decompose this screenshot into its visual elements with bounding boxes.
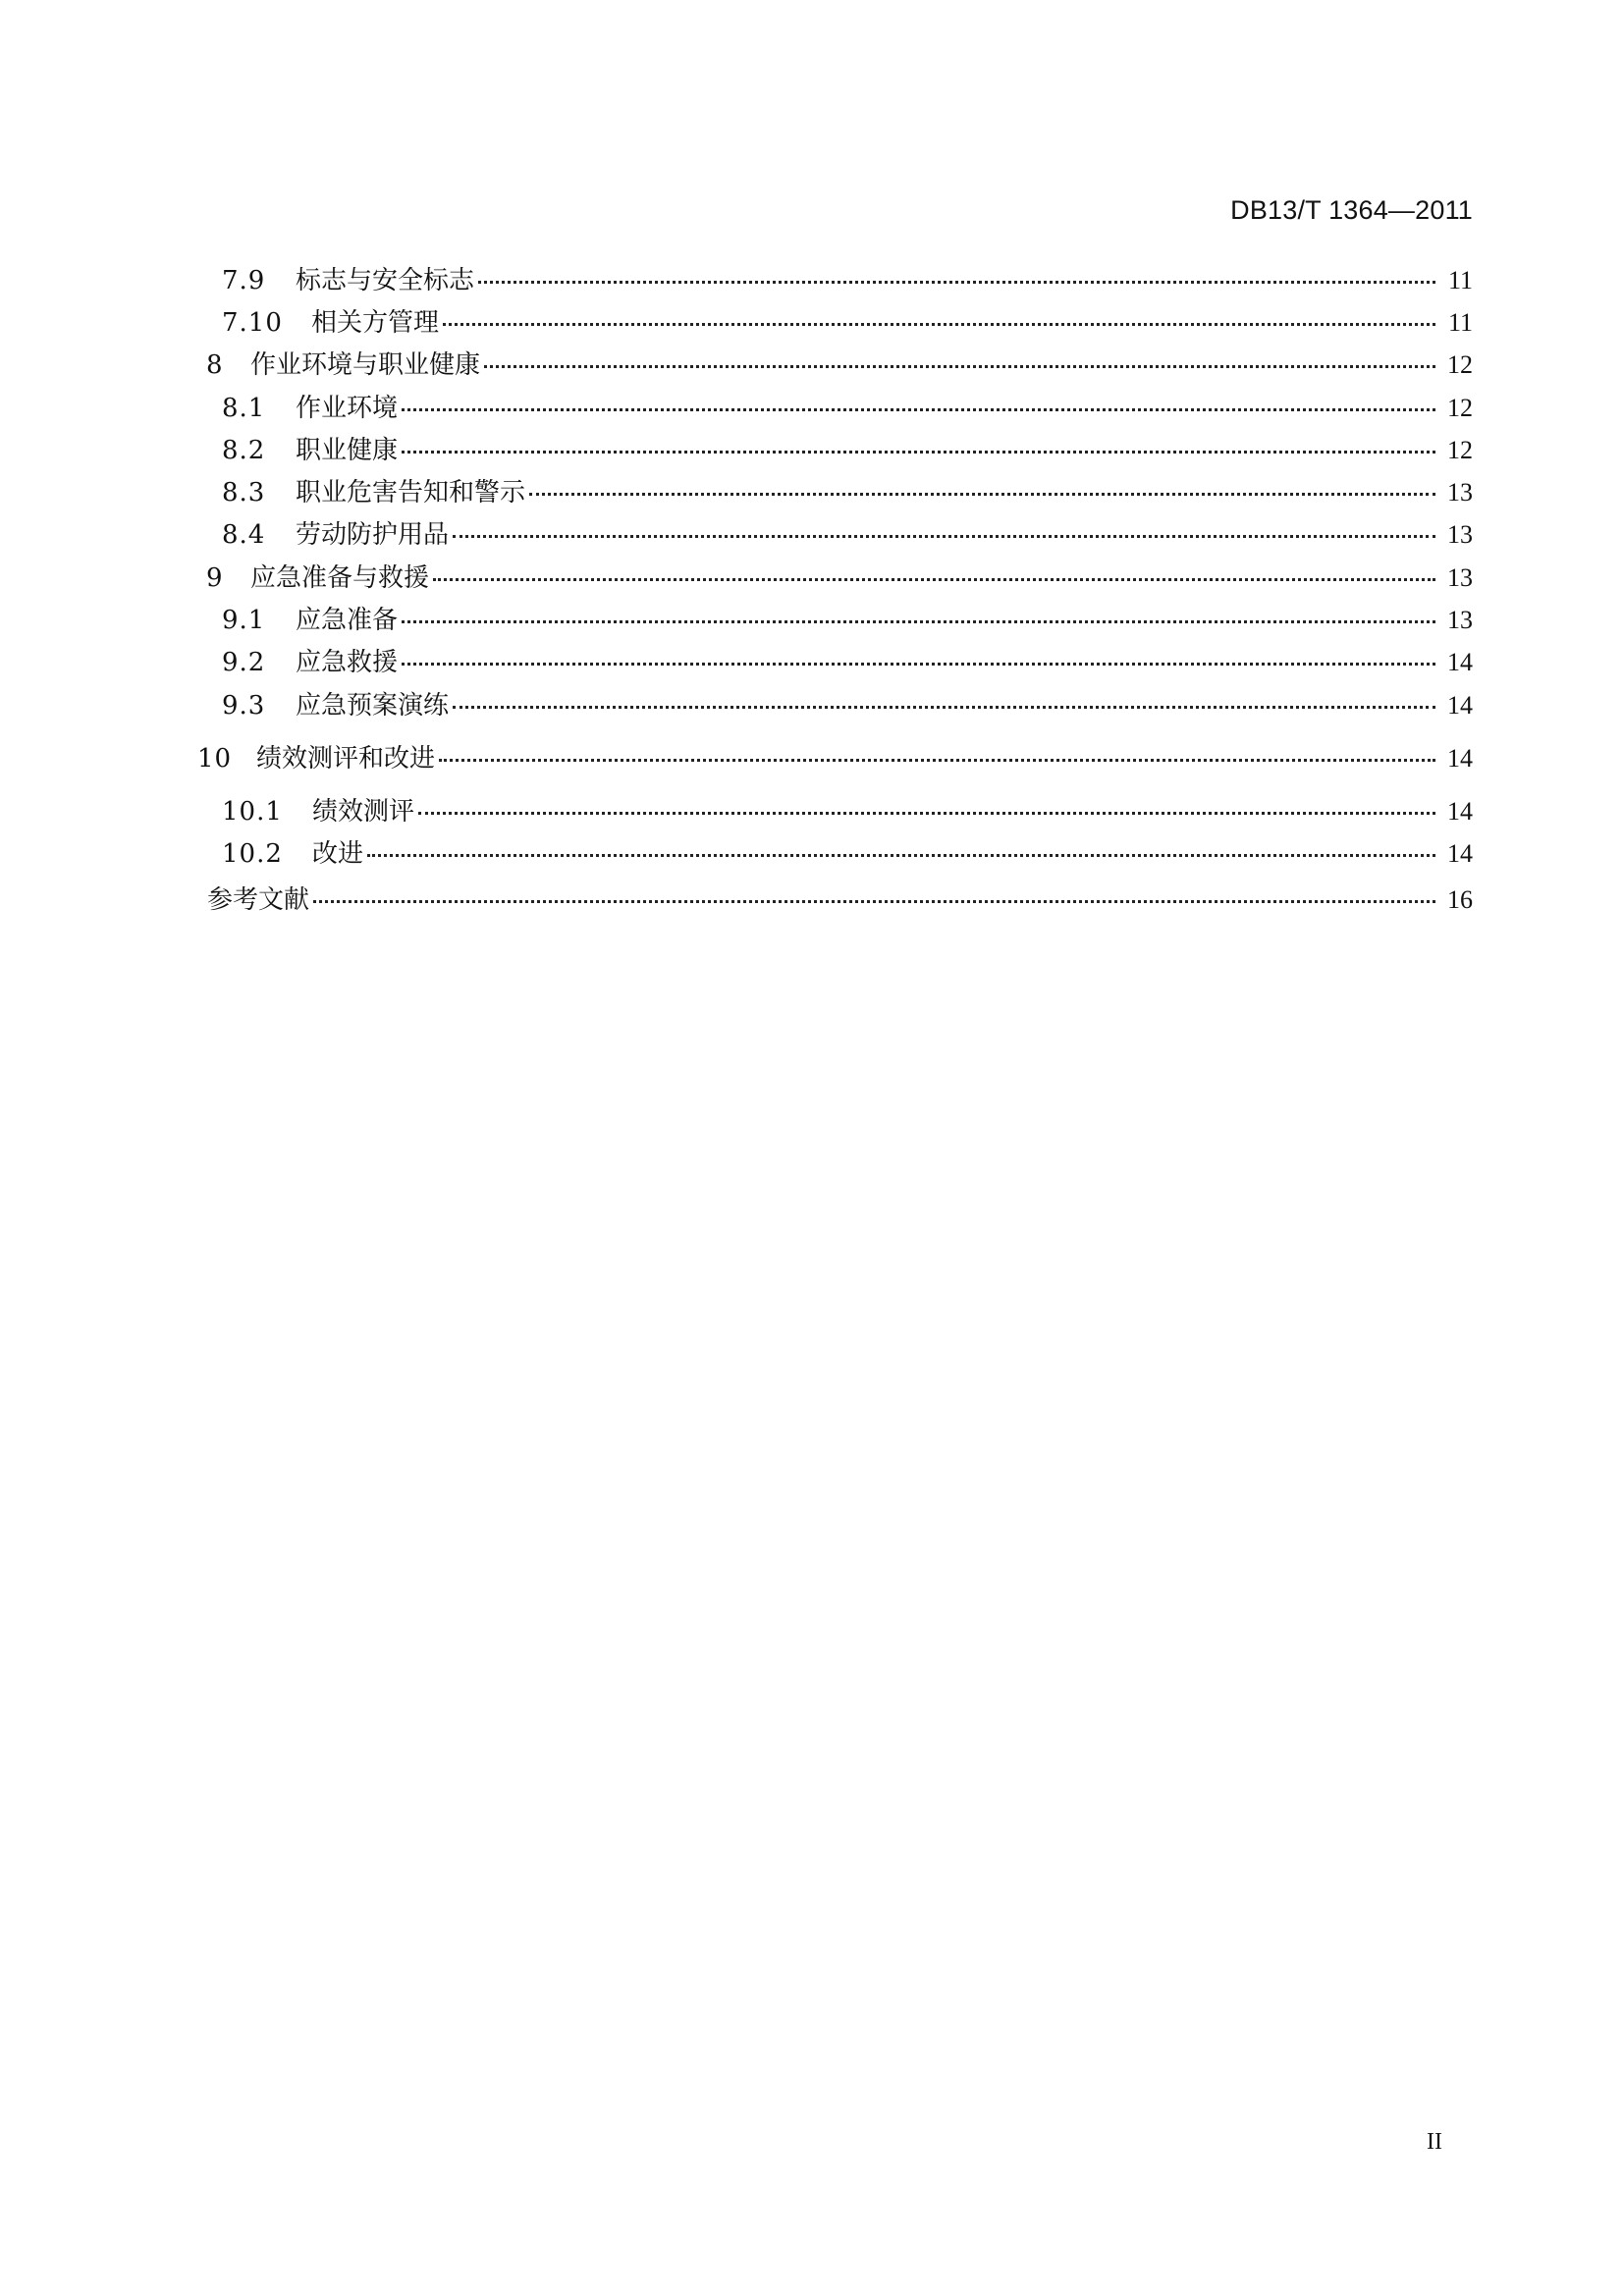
toc-entry-number: 7.9 (222, 266, 266, 295)
document-code: DB13/T 1364—2011 (1230, 195, 1473, 225)
toc-entry-title: 劳动防护用品 (296, 520, 450, 550)
toc-leader-dots (402, 404, 1435, 411)
toc-entry-10-1[interactable] (222, 792, 1473, 831)
toc-entry-number: 9.3 (222, 691, 266, 721)
toc-entry-page: 11 (1447, 308, 1473, 337)
toc-entry-number: 10.1 (222, 797, 283, 827)
toc-entry-page: 12 (1447, 436, 1473, 464)
toc-entry-title: 标志与安全标志 (296, 266, 475, 295)
toc-entry-page: 14 (1447, 744, 1473, 773)
toc-entry-title: 职业危害告知和警示 (296, 478, 526, 507)
toc-leader-dots (478, 277, 1435, 284)
toc-entry-number: 8.2 (222, 436, 266, 465)
toc-leader-dots (367, 850, 1435, 857)
toc-entry-8-4[interactable] (222, 515, 1473, 555)
toc-entry-references[interactable] (207, 881, 1473, 920)
toc-entry-page: 12 (1447, 350, 1473, 379)
toc-leader-dots (443, 319, 1435, 326)
toc-entry-page: 13 (1447, 606, 1473, 634)
toc-entry-8-2[interactable] (222, 431, 1473, 470)
toc-entry-8-3[interactable] (222, 473, 1473, 512)
toc-entry-7-10[interactable] (222, 303, 1473, 343)
toc-leader-dots (484, 361, 1435, 368)
toc-entry-title: 应急预案演练 (296, 691, 450, 721)
toc-entry-title: 绩效测评和改进 (256, 744, 436, 774)
toc-entry-10[interactable] (197, 739, 1473, 778)
toc-entry-title: 绩效测评 (312, 797, 415, 827)
toc-entry-10-2[interactable] (222, 834, 1473, 874)
toc-entry-number: 9.2 (222, 648, 266, 677)
toc-entry-number: 8.3 (222, 478, 266, 507)
toc-entry-7-9[interactable] (222, 261, 1473, 300)
toc-entry-8-1[interactable] (222, 389, 1473, 428)
toc-entry-page: 13 (1447, 478, 1473, 507)
toc-entry-title: 职业健康 (296, 436, 399, 465)
toc-entry-9-3[interactable] (222, 686, 1473, 725)
toc-entry-9-1[interactable] (222, 601, 1473, 640)
toc-entry-page: 14 (1447, 648, 1473, 676)
toc-leader-dots (402, 616, 1435, 623)
toc-entry-title: 应急准备与救援 (250, 563, 430, 593)
toc-entry-number: 9 (206, 563, 224, 593)
toc-entry-number: 10.2 (222, 839, 283, 869)
table-of-contents (0, 261, 1623, 948)
toc-entry-page: 13 (1447, 563, 1473, 592)
toc-entry-title: 作业环境 (296, 394, 399, 423)
toc-leader-dots (402, 447, 1435, 454)
toc-entry-title: 应急救援 (296, 648, 399, 677)
toc-entry-page: 11 (1447, 266, 1473, 294)
toc-entry-title: 参考文献 (207, 885, 310, 915)
toc-entry-page: 16 (1447, 885, 1473, 914)
toc-entry-9[interactable] (206, 559, 1473, 598)
toc-entry-page: 13 (1447, 520, 1473, 549)
toc-leader-dots (433, 574, 1435, 581)
toc-entry-page: 14 (1447, 691, 1473, 720)
toc-entry-number: 7.10 (222, 308, 283, 338)
toc-entry-number: 9.1 (222, 606, 266, 635)
toc-entry-8[interactable] (206, 346, 1473, 385)
toc-entry-title: 作业环境与职业健康 (250, 350, 481, 380)
toc-entry-title: 相关方管理 (311, 308, 440, 338)
page-number: II (1427, 2129, 1442, 2155)
toc-entry-number: 8.4 (222, 520, 266, 550)
toc-leader-dots (439, 755, 1435, 762)
toc-leader-dots (453, 531, 1435, 538)
toc-entry-page: 14 (1447, 839, 1473, 868)
toc-entry-number: 10 (197, 744, 233, 774)
toc-leader-dots (402, 659, 1435, 666)
toc-entry-page: 14 (1447, 797, 1473, 826)
toc-leader-dots (313, 896, 1435, 903)
toc-entry-title: 改进 (312, 839, 364, 869)
toc-entry-page: 12 (1447, 394, 1473, 422)
toc-leader-dots (529, 489, 1435, 496)
toc-leader-dots (418, 808, 1435, 815)
toc-entry-number: 8 (206, 350, 224, 380)
toc-leader-dots (453, 702, 1435, 709)
toc-entry-title: 应急准备 (296, 606, 399, 635)
toc-entry-9-2[interactable] (222, 643, 1473, 682)
toc-entry-number: 8.1 (222, 394, 266, 423)
